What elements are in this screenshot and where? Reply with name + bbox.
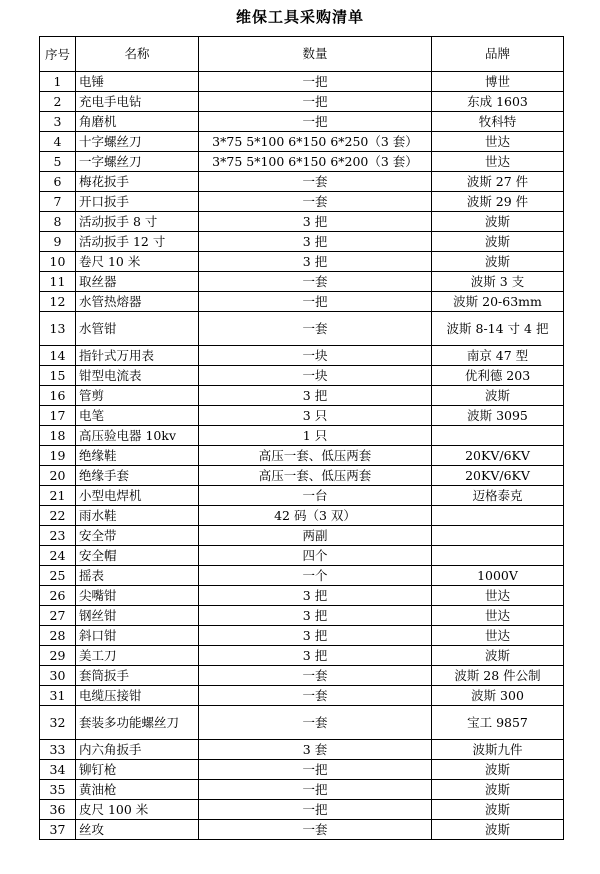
- item-quantity: 两副: [199, 526, 432, 546]
- item-brand: 波斯: [432, 780, 564, 800]
- item-brand: 世达: [432, 132, 564, 152]
- item-quantity: 42 码（3 双）: [199, 506, 432, 526]
- item-brand: 波斯: [432, 232, 564, 252]
- item-brand: [432, 526, 564, 546]
- item-name: 活动扳手 12 寸: [76, 232, 199, 252]
- header-brand: 品牌: [432, 37, 564, 72]
- item-name: 取丝器: [76, 272, 199, 292]
- item-name: 斜口钳: [76, 626, 199, 646]
- table-body: [40, 72, 564, 840]
- header-qty: 数量: [199, 37, 432, 72]
- row-number: 28: [40, 626, 76, 646]
- row-number: 19: [40, 446, 76, 466]
- row-number: 31: [40, 686, 76, 706]
- row-number: 13: [40, 312, 76, 346]
- row-number: 35: [40, 780, 76, 800]
- item-name: 开口扳手: [76, 192, 199, 212]
- row-number: 16: [40, 386, 76, 406]
- item-quantity: 3*75 5*100 6*150 6*250（3 套）: [199, 132, 432, 152]
- table-row: [40, 72, 564, 92]
- item-brand: 宝工 9857: [432, 706, 564, 740]
- item-quantity: 3 套: [199, 740, 432, 760]
- row-number: 32: [40, 706, 76, 740]
- item-brand: 世达: [432, 586, 564, 606]
- item-name: 高压验电器 10kv: [76, 426, 199, 446]
- row-number: 25: [40, 566, 76, 586]
- row-number: 37: [40, 820, 76, 840]
- item-name: 套筒扳手: [76, 666, 199, 686]
- item-quantity: 一把: [199, 92, 432, 112]
- table-row: [40, 152, 564, 172]
- item-brand: 南京 47 型: [432, 346, 564, 366]
- table-row: [40, 586, 564, 606]
- item-quantity: 一套: [199, 272, 432, 292]
- item-brand: 1000V: [432, 566, 564, 586]
- document-title: 维保工具采购清单: [235, 8, 364, 26]
- item-quantity: 3 把: [199, 386, 432, 406]
- row-number: 27: [40, 606, 76, 626]
- item-quantity: 3 只: [199, 406, 432, 426]
- row-number: 30: [40, 666, 76, 686]
- item-quantity: 一套: [199, 706, 432, 740]
- item-name: 丝攻: [76, 820, 199, 840]
- table-row: [40, 212, 564, 232]
- item-name: 电锤: [76, 72, 199, 92]
- row-number: 14: [40, 346, 76, 366]
- item-brand: 世达: [432, 626, 564, 646]
- item-quantity: 3 把: [199, 586, 432, 606]
- row-number: 12: [40, 292, 76, 312]
- item-name: 角磨机: [76, 112, 199, 132]
- item-brand: 20KV/6KV: [432, 466, 564, 486]
- item-brand: 波斯 27 件: [432, 172, 564, 192]
- table-row: [40, 626, 564, 646]
- table-row: [40, 132, 564, 152]
- item-brand: [432, 426, 564, 446]
- item-name: 内六角扳手: [76, 740, 199, 760]
- table-row: [40, 232, 564, 252]
- item-quantity: 一把: [199, 72, 432, 92]
- table-row: [40, 426, 564, 446]
- item-name: 活动扳手 8 寸: [76, 212, 199, 232]
- item-name: 充电手电钻: [76, 92, 199, 112]
- item-quantity: 3 把: [199, 606, 432, 626]
- item-brand: 波斯 20-63mm: [432, 292, 564, 312]
- item-name: 安全带: [76, 526, 199, 546]
- item-brand: 波斯: [432, 800, 564, 820]
- item-name: 绝缘鞋: [76, 446, 199, 466]
- item-name: 电笔: [76, 406, 199, 426]
- row-number: 33: [40, 740, 76, 760]
- item-brand: [432, 506, 564, 526]
- table-row: [40, 466, 564, 486]
- item-brand: [432, 546, 564, 566]
- table-row: [40, 606, 564, 626]
- table-row: [40, 386, 564, 406]
- item-name: 水管钳: [76, 312, 199, 346]
- row-number: 3: [40, 112, 76, 132]
- table-row: [40, 112, 564, 132]
- table-row: [40, 646, 564, 666]
- item-name: 雨水鞋: [76, 506, 199, 526]
- item-brand: 波斯 29 件: [432, 192, 564, 212]
- row-number: 9: [40, 232, 76, 252]
- row-number: 26: [40, 586, 76, 606]
- item-name: 指针式万用表: [76, 346, 199, 366]
- row-number: 5: [40, 152, 76, 172]
- item-brand: 东成 1603: [432, 92, 564, 112]
- item-name: 水管热熔器: [76, 292, 199, 312]
- item-quantity: 一套: [199, 312, 432, 346]
- item-brand: 世达: [432, 152, 564, 172]
- item-quantity: 一套: [199, 666, 432, 686]
- item-name: 钢丝钳: [76, 606, 199, 626]
- item-quantity: 1 只: [199, 426, 432, 446]
- row-number: 7: [40, 192, 76, 212]
- item-brand: 世达: [432, 606, 564, 626]
- item-brand: 20KV/6KV: [432, 446, 564, 466]
- table-row: [40, 312, 564, 346]
- row-number: 18: [40, 426, 76, 446]
- row-number: 29: [40, 646, 76, 666]
- row-number: 34: [40, 760, 76, 780]
- item-name: 钳型电流表: [76, 366, 199, 386]
- table-row: [40, 346, 564, 366]
- item-name: 管剪: [76, 386, 199, 406]
- row-number: 17: [40, 406, 76, 426]
- item-brand: 波斯 3095: [432, 406, 564, 426]
- item-quantity: 一块: [199, 346, 432, 366]
- item-quantity: 一套: [199, 686, 432, 706]
- item-quantity: 一把: [199, 760, 432, 780]
- item-quantity: 一把: [199, 780, 432, 800]
- item-brand: 波斯: [432, 646, 564, 666]
- table-row: [40, 92, 564, 112]
- item-quantity: 一把: [199, 292, 432, 312]
- item-quantity: 一块: [199, 366, 432, 386]
- item-quantity: 一套: [199, 192, 432, 212]
- item-brand: 波斯 8-14 寸 4 把: [432, 312, 564, 346]
- item-brand: 波斯九件: [432, 740, 564, 760]
- table-row: [40, 780, 564, 800]
- item-name: 梅花扳手: [76, 172, 199, 192]
- item-quantity: 一套: [199, 172, 432, 192]
- table-row: [40, 740, 564, 760]
- table-row: [40, 706, 564, 740]
- row-number: 20: [40, 466, 76, 486]
- item-quantity: 高压一套、低压两套: [199, 466, 432, 486]
- item-brand: 波斯 28 件公制: [432, 666, 564, 686]
- item-brand: 优利德 203: [432, 366, 564, 386]
- row-number: 36: [40, 800, 76, 820]
- table-row: [40, 486, 564, 506]
- table-row: [40, 686, 564, 706]
- item-name: 皮尺 100 米: [76, 800, 199, 820]
- item-quantity: 一把: [199, 800, 432, 820]
- row-number: 1: [40, 72, 76, 92]
- item-quantity: 一把: [199, 112, 432, 132]
- item-quantity: 3 把: [199, 646, 432, 666]
- row-number: 15: [40, 366, 76, 386]
- item-name: 绝缘手套: [76, 466, 199, 486]
- item-name: 套装多功能螺丝刀: [76, 706, 199, 740]
- row-number: 4: [40, 132, 76, 152]
- table-row: [40, 172, 564, 192]
- item-quantity: 一个: [199, 566, 432, 586]
- item-quantity: 一套: [199, 820, 432, 840]
- table-row: [40, 546, 564, 566]
- item-name: 电缆压接钳: [76, 686, 199, 706]
- item-quantity: 3 把: [199, 212, 432, 232]
- item-quantity: 3 把: [199, 232, 432, 252]
- table-row: [40, 406, 564, 426]
- table-row: [40, 446, 564, 466]
- row-number: 24: [40, 546, 76, 566]
- row-number: 11: [40, 272, 76, 292]
- item-brand: 波斯 300: [432, 686, 564, 706]
- item-name: 尖嘴钳: [76, 586, 199, 606]
- table-row: [40, 820, 564, 840]
- item-quantity: 3 把: [199, 626, 432, 646]
- purchase-list-table: [39, 36, 564, 840]
- item-quantity: 高压一套、低压两套: [199, 446, 432, 466]
- item-brand: 波斯: [432, 252, 564, 272]
- item-name: 一字螺丝刀: [76, 152, 199, 172]
- item-name: 摇表: [76, 566, 199, 586]
- table-row: [40, 566, 564, 586]
- table-row: [40, 292, 564, 312]
- table-row: [40, 192, 564, 212]
- header-no: 序号: [40, 37, 76, 72]
- item-quantity: 3 把: [199, 252, 432, 272]
- row-number: 8: [40, 212, 76, 232]
- item-brand: 波斯 3 支: [432, 272, 564, 292]
- table-header-row: [40, 37, 564, 72]
- table-row: [40, 366, 564, 386]
- header-name: 名称: [76, 37, 199, 72]
- table-row: [40, 272, 564, 292]
- item-brand: 迈格泰克: [432, 486, 564, 506]
- row-number: 21: [40, 486, 76, 506]
- row-number: 10: [40, 252, 76, 272]
- row-number: 6: [40, 172, 76, 192]
- item-quantity: 四个: [199, 546, 432, 566]
- item-brand: 波斯: [432, 212, 564, 232]
- table-row: [40, 666, 564, 686]
- table-row: [40, 506, 564, 526]
- item-name: 十字螺丝刀: [76, 132, 199, 152]
- item-name: 黄油枪: [76, 780, 199, 800]
- item-brand: 博世: [432, 72, 564, 92]
- row-number: 22: [40, 506, 76, 526]
- table-row: [40, 800, 564, 820]
- table-row: [40, 252, 564, 272]
- row-number: 2: [40, 92, 76, 112]
- item-quantity: 一台: [199, 486, 432, 506]
- item-brand: 波斯: [432, 386, 564, 406]
- item-quantity: 3*75 5*100 6*150 6*200（3 套）: [199, 152, 432, 172]
- table-row: [40, 526, 564, 546]
- item-brand: 波斯: [432, 820, 564, 840]
- item-name: 小型电焊机: [76, 486, 199, 506]
- item-name: 卷尺 10 米: [76, 252, 199, 272]
- item-name: 铆钉枪: [76, 760, 199, 780]
- item-brand: 牧科特: [432, 112, 564, 132]
- table-row: [40, 760, 564, 780]
- item-brand: 波斯: [432, 760, 564, 780]
- row-number: 23: [40, 526, 76, 546]
- item-name: 安全帽: [76, 546, 199, 566]
- item-name: 美工刀: [76, 646, 199, 666]
